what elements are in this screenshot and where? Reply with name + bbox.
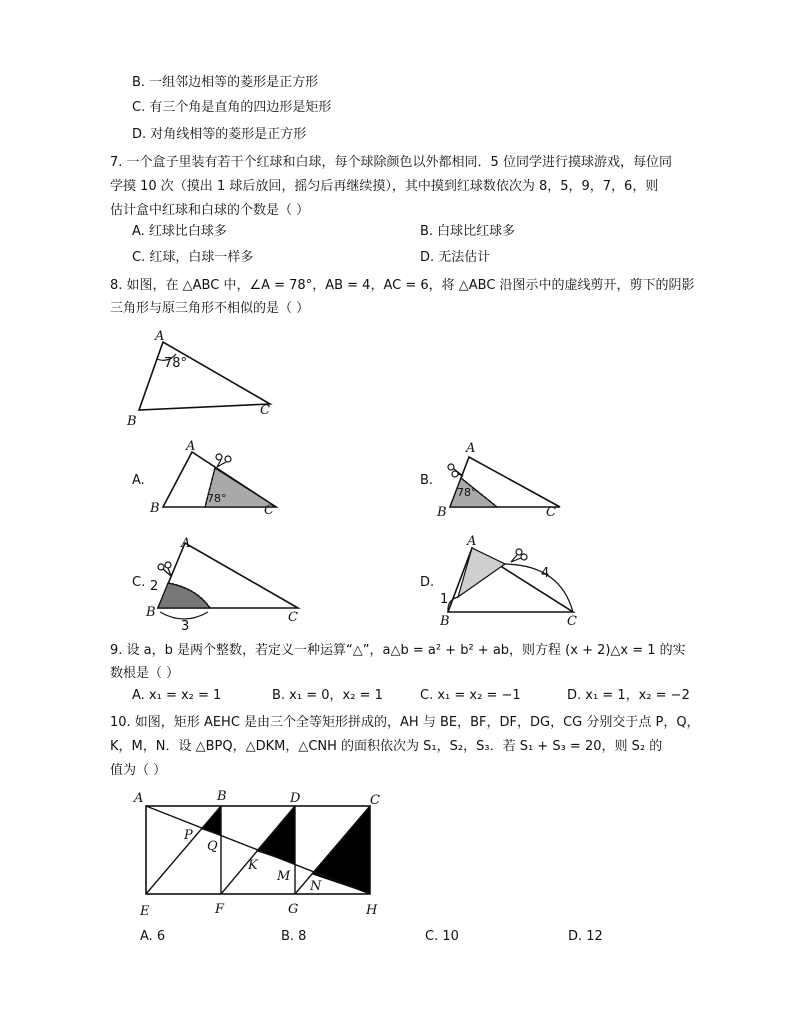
q8-c-num-3: 3 — [181, 619, 190, 634]
q10-label-n: N — [310, 879, 322, 894]
q8-main-label-c: C — [260, 403, 270, 418]
q7-stem-line2: 学摸 10 次（摸出 1 球后放回，摇匀后再继续摸），其中摸到红球数依次为 8，5，9，7，6，则 — [110, 179, 659, 194]
q8-d-label-c: C — [567, 614, 577, 629]
q8-c-label-b: B — [146, 605, 156, 620]
q6-option-d: D. 对角线相等的菱形是正方形 — [132, 127, 307, 142]
q10-option-d: D. 12 — [568, 929, 603, 944]
q8-d-num-1: 1 — [440, 592, 449, 607]
q8-main-angle-label: 78° — [164, 356, 188, 371]
q8-option-b-label: B. — [420, 473, 434, 488]
q10-stem-line1: 10. 如图，矩形 AEHC 是由三个全等矩形拼成的，AH 与 BE，BF，DF，DG，CG 分别交于点 P，Q， — [110, 715, 700, 730]
q10-label-g: G — [288, 902, 299, 917]
q10-label-b: B — [217, 789, 227, 804]
q8-c-label-a: A — [181, 536, 191, 551]
q10-stem-line2: K，M，N．设 △BPQ，△DKM，△CNH 的面积依次为 S₁，S₂，S₃．若 S₁ + S₃ = 20，则 S₂ 的 — [110, 739, 663, 754]
q9-stem-line1: 9. 设 a，b 是两个整数，若定义一种运算“△”，a△b = a² + b² + ab，则方程 (x + 2)△x = 1 的实 — [110, 643, 686, 658]
q9-option-a: A. x₁ = x₂ = 1 — [132, 688, 222, 703]
q8-d-label-a: A — [467, 534, 477, 549]
q8-b-angle: 78° — [457, 486, 477, 499]
q8-a-label-b: B — [150, 501, 160, 516]
q8-stem-line1: 8. 如图，在 △ABC 中，∠A = 78°，AB = 4，AC = 6，将 △ABC 沿图示中的虚线剪开，剪下的阴影 — [110, 278, 695, 293]
q10-option-b: B. 8 — [281, 929, 307, 944]
q8-main-label-a: A — [155, 329, 165, 344]
q10-label-d: D — [290, 791, 301, 806]
q10-stem-line3: 值为（ ） — [110, 763, 167, 778]
q8-d-label-b: B — [440, 614, 450, 629]
q8-option-d-label: D. — [420, 575, 435, 590]
q8-c-label-c: C — [288, 610, 298, 625]
q7-stem-line3: 估计盒中红球和白球的个数是（ ） — [110, 203, 310, 218]
q7-option-b: B. 白球比红球多 — [420, 224, 516, 239]
q8-a-label-a: A — [186, 439, 196, 454]
q10-label-e: E — [140, 904, 150, 919]
q8-stem-line2: 三角形与原三角形不相似的是（ ） — [110, 301, 310, 316]
q8-a-angle: 78° — [207, 492, 227, 505]
q8-a-label-c: C — [264, 503, 274, 518]
q7-option-a: A. 红球比白球多 — [132, 224, 227, 239]
q8-b-label-b: B — [437, 505, 447, 520]
q10-label-f: F — [215, 902, 225, 917]
q7-stem-line1: 7. 一个盒子里装有若干个红球和白球，每个球除颜色以外都相同．5 位同学进行摸球游戏，每位同 — [110, 155, 672, 170]
q10-label-m: M — [277, 869, 291, 884]
q8-b-label-c: C — [546, 505, 556, 520]
q9-stem-line2: 数根是（ ） — [110, 666, 180, 681]
q10-label-a: A — [134, 791, 144, 806]
q8-d-num-4: 4 — [541, 566, 550, 581]
q9-option-c: C. x₁ = x₂ = −1 — [420, 688, 521, 703]
q10-label-q: Q — [207, 839, 218, 854]
q10-option-c: C. 10 — [425, 929, 459, 944]
q7-option-c: C. 红球，白球一样多 — [132, 250, 254, 265]
q8-main-label-b: B — [127, 414, 137, 429]
q9-option-b: B. x₁ = 0，x₂ = 1 — [272, 688, 383, 703]
q8-option-c-label: C. — [132, 575, 146, 590]
q10-option-a: A. 6 — [140, 929, 166, 944]
q6-option-b: B. 一组邻边相等的菱形是正方形 — [132, 75, 319, 90]
q10-label-p: P — [184, 828, 193, 843]
q10-label-h: H — [366, 903, 378, 918]
q9-option-d: D. x₁ = 1，x₂ = −2 — [567, 688, 690, 703]
q7-option-d: D. 无法估计 — [420, 250, 491, 265]
q10-label-k: K — [248, 858, 258, 873]
q8-c-num-2: 2 — [150, 579, 159, 594]
q10-label-c: C — [370, 793, 380, 808]
q8-option-a-label: A. — [132, 473, 145, 488]
q8-b-label-a: A — [466, 441, 476, 456]
q6-option-c: C. 有三个角是直角的四边形是矩形 — [132, 100, 332, 115]
